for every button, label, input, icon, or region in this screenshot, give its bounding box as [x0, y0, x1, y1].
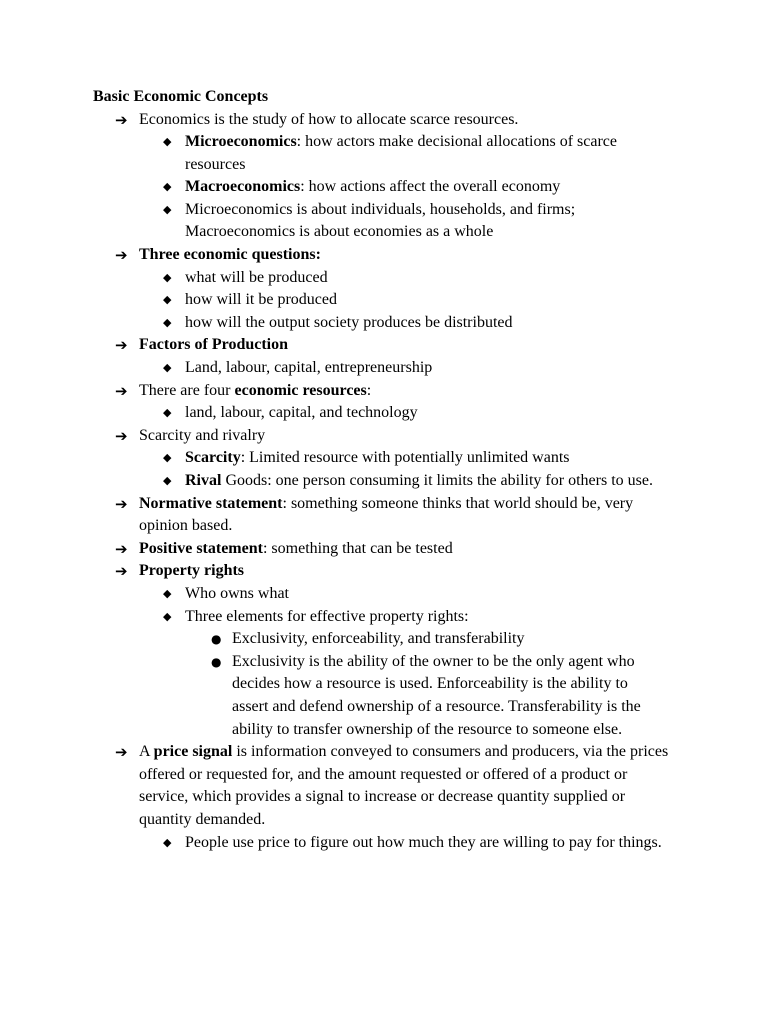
- bold-term: Scarcity: [185, 449, 241, 467]
- diamond-bullet-icon: ◆: [163, 180, 172, 194]
- list-item: [0, 832, 675, 855]
- list-item: [0, 244, 675, 267]
- text-run: Exclusivity is the ability of the owner to be the only agent who decides how a resource is used. Enforceability is the ability to assert and defend ownership of a resource. Transferability is the ability to transfer ownership of the resource to someone else.: [232, 652, 641, 738]
- diamond-bullet-icon: ◆: [163, 406, 172, 420]
- list-item: [0, 628, 652, 651]
- bold-term: Rival: [185, 472, 222, 489]
- list-item: [0, 109, 675, 132]
- text-run: A: [139, 743, 154, 761]
- list-item-text: [185, 201, 575, 241]
- list-item: [0, 312, 675, 335]
- list-item-text: [185, 291, 337, 308]
- list-item-text: [185, 314, 513, 331]
- list-item: [0, 267, 675, 290]
- list-item-text: [185, 133, 617, 173]
- text-run: : something that can be tested: [262, 539, 453, 557]
- text-run: Exclusivity, enforceability, and transferability: [232, 630, 525, 648]
- list-item-text: [185, 404, 418, 421]
- text-run: Microeconomics is about individuals, households, and firms; Macroeconomics is about economies as a whole: [185, 200, 576, 241]
- diamond-bullet-icon: ◆: [163, 270, 172, 284]
- text-run: : Limited resource with potentially unlimited wants: [240, 449, 570, 467]
- list-item-text: [139, 336, 288, 353]
- list-item-text: [185, 472, 653, 489]
- diamond-bullet-icon: ◆: [163, 202, 172, 216]
- list-item: [0, 583, 675, 606]
- list-item: [0, 357, 675, 380]
- dot-bullet-icon: ●: [211, 632, 222, 647]
- list-item: [0, 741, 675, 831]
- bold-term: Property rights: [139, 562, 245, 580]
- bold-term: economic resources: [234, 381, 367, 399]
- list-item-text: [139, 743, 668, 828]
- bold-term: Three economic questions:: [139, 246, 321, 264]
- list-item-text: [232, 630, 525, 647]
- arrow-bullet-icon: ➔: [115, 246, 128, 265]
- notes-list: [0, 109, 768, 855]
- list-item-text: [139, 427, 265, 444]
- diamond-bullet-icon: ◆: [163, 586, 172, 600]
- list-item: [0, 289, 675, 312]
- text-run: how will the output society produces be distributed: [185, 313, 513, 331]
- list-item-text: [185, 269, 328, 286]
- arrow-bullet-icon: ➔: [115, 426, 128, 445]
- diamond-bullet-icon: ◆: [163, 451, 172, 465]
- text-run: Who owns what: [185, 584, 289, 602]
- bold-term: Macroeconomics: [185, 178, 301, 196]
- list-item: [0, 606, 675, 629]
- bold-term: price signal: [153, 743, 233, 761]
- list-item-text: [139, 382, 371, 399]
- arrow-bullet-icon: ➔: [115, 539, 128, 558]
- bold-term: Normative statement: [139, 494, 283, 512]
- text-run: what will be produced: [185, 268, 328, 286]
- list-item-text: [185, 178, 560, 195]
- arrow-bullet-icon: ➔: [115, 743, 128, 762]
- list-item: [0, 447, 675, 470]
- diamond-bullet-icon: ◆: [163, 361, 172, 375]
- list-item-text: [139, 540, 453, 557]
- text-run: is information conveyed to consumers and producers, via the prices offered or requested for, and the amount requested or offered of a product or service, which provides a signal to increase or decrease quantity supplied or quantity demanded.: [139, 743, 669, 828]
- text-run: There are four: [139, 381, 235, 399]
- list-item: [0, 334, 675, 357]
- list-item: [0, 425, 675, 448]
- bold-term: Factors of Production: [139, 336, 289, 354]
- diamond-bullet-icon: ◆: [163, 474, 172, 487]
- list-item-text: [185, 585, 289, 602]
- list-item-text: [185, 449, 570, 466]
- text-run: how will it be produced: [185, 291, 337, 309]
- bold-term: Microeconomics: [185, 133, 297, 151]
- text-run: Economics is the study of how to allocate scarce resources.: [139, 110, 519, 128]
- list-item-text: [185, 834, 662, 851]
- list-item-text: [139, 246, 321, 263]
- list-item: [0, 560, 675, 583]
- list-item: [0, 131, 675, 176]
- arrow-bullet-icon: ➔: [115, 494, 128, 513]
- text-run: People use price to figure out how much they are willing to pay for things.: [185, 833, 662, 851]
- text-run: Three elements for effective property rights:: [185, 607, 469, 625]
- arrow-bullet-icon: ➔: [115, 562, 128, 581]
- list-item: [0, 470, 675, 493]
- diamond-bullet-icon: ◆: [163, 609, 172, 623]
- text-run: : how actions affect the overall economy: [300, 178, 561, 196]
- list-item: [0, 538, 675, 561]
- diamond-bullet-icon: ◆: [163, 315, 172, 329]
- list-item: [0, 402, 675, 425]
- bold-term: Positive statement: [139, 539, 263, 557]
- diamond-bullet-icon: ◆: [163, 835, 172, 849]
- dot-bullet-icon: ●: [211, 654, 222, 669]
- list-item: [0, 493, 675, 538]
- list-item: [0, 176, 675, 199]
- list-item-text: [232, 653, 641, 738]
- list-item-text: [139, 495, 633, 535]
- text-run: Land, labour, capital, entrepreneurship: [185, 359, 433, 377]
- diamond-bullet-icon: ◆: [163, 135, 172, 149]
- text-run: land, labour, capital, and technology: [185, 404, 418, 422]
- list-item: [0, 199, 675, 244]
- arrow-bullet-icon: ➔: [115, 110, 128, 129]
- arrow-bullet-icon: ➔: [115, 381, 128, 400]
- list-item-text: [185, 608, 469, 625]
- diamond-bullet-icon: ◆: [163, 293, 172, 307]
- arrow-bullet-icon: ➔: [115, 336, 128, 355]
- text-run: : how actors make decisional allocations of scarce resources: [185, 133, 617, 173]
- list-item-text: [185, 359, 432, 376]
- text-run: Scarcity and rivalry: [139, 426, 266, 444]
- list-item: [0, 380, 675, 403]
- page-title: Basic Economic Concepts: [93, 88, 269, 105]
- list-item: [0, 651, 652, 741]
- text-run: Goods: one person consuming it limits the ability for others to use.: [221, 472, 653, 489]
- list-item-text: [139, 562, 244, 579]
- list-item-text: [139, 111, 518, 128]
- text-run: :: [366, 381, 372, 399]
- text-run: : something someone thinks that world should be, very opinion based.: [139, 494, 634, 535]
